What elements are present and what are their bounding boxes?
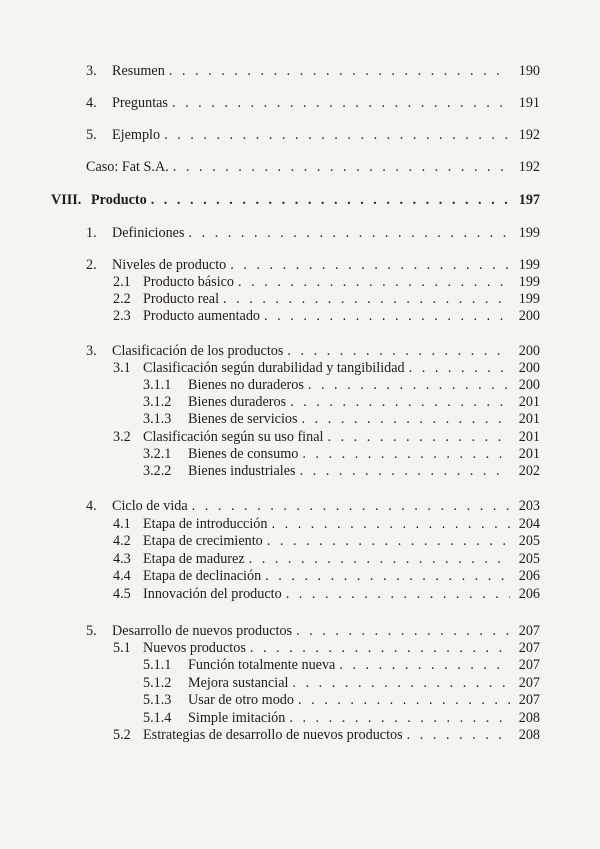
dot-leader <box>272 516 511 533</box>
toc-title: Preguntas <box>112 95 168 111</box>
toc-title: Resumen <box>112 63 165 79</box>
toc-page-number: 205 <box>518 533 540 549</box>
toc-number: 5.1 <box>113 640 131 656</box>
toc-number: 4.4 <box>113 568 131 584</box>
toc-number: 2.3 <box>113 308 131 324</box>
toc-title: Usar de otro modo <box>188 692 294 708</box>
toc-title: Clasificación de los productos <box>112 343 284 359</box>
toc-number: 1. <box>86 225 97 241</box>
toc-title: Mejora sustancial <box>188 675 289 691</box>
toc-title: Etapa de madurez <box>143 551 245 567</box>
toc-page-number: 200 <box>518 343 540 359</box>
toc-number: 4.5 <box>113 586 131 602</box>
toc-subsubentry <box>143 394 540 411</box>
dot-leader <box>230 257 510 274</box>
toc-title: Clasificación según su uso final <box>143 429 324 445</box>
toc-page-number: 207 <box>518 692 540 708</box>
dot-leader <box>300 463 510 480</box>
toc-title: Etapa de crecimiento <box>143 533 263 549</box>
toc-number: 3.1.2 <box>143 394 172 410</box>
dot-leader <box>192 498 510 515</box>
toc-subentry <box>113 308 540 325</box>
toc-subentry <box>113 516 540 533</box>
toc-number: 5.2 <box>113 727 131 743</box>
toc-title: Etapa de introducción <box>143 516 268 532</box>
toc-entry-ejemplo <box>86 127 540 144</box>
dot-leader <box>172 95 510 112</box>
toc-title: Desarrollo de nuevos productos <box>112 623 293 639</box>
dot-leader <box>289 710 510 727</box>
toc-subentry <box>113 568 540 585</box>
toc-page-number: 208 <box>518 710 540 726</box>
toc-entry-definiciones <box>86 225 540 242</box>
toc-title: Bienes no duraderos <box>188 377 304 393</box>
toc-title: Clasificación según durabilidad y tangibilidad <box>143 360 405 376</box>
toc-page-number: 200 <box>518 377 540 393</box>
toc-subentry <box>113 586 540 603</box>
toc-subsubentry <box>143 675 540 692</box>
toc-page-number: 206 <box>518 586 540 602</box>
dot-leader <box>250 640 510 657</box>
toc-title: Niveles de producto <box>112 257 227 273</box>
dot-leader <box>302 411 510 428</box>
toc-subentry <box>113 429 540 446</box>
dot-leader <box>292 675 510 692</box>
toc-title: Bienes de consumo <box>188 446 299 462</box>
toc-entry-resumen <box>86 63 540 80</box>
toc-title: Bienes industriales <box>188 463 296 479</box>
dot-leader <box>290 394 510 411</box>
dot-leader <box>286 586 510 603</box>
toc-page-number: 199 <box>518 274 540 290</box>
toc-page-number: 201 <box>518 394 540 410</box>
toc-subsubentry <box>143 463 540 480</box>
dot-leader <box>223 291 510 308</box>
dot-leader <box>339 657 510 674</box>
toc-number: 5. <box>86 623 97 639</box>
toc-subentry <box>113 274 540 291</box>
toc-page-number: 203 <box>518 498 540 514</box>
toc-number: 5.1.3 <box>143 692 172 708</box>
toc-subentry <box>113 360 540 377</box>
toc-chapter-number: VIII. <box>51 192 82 208</box>
toc-title: Innovación del producto <box>143 586 282 602</box>
toc-number: 5. <box>86 127 97 143</box>
toc-number: 5.1.4 <box>143 710 172 726</box>
toc-page-number: 208 <box>518 727 540 743</box>
toc-page-number: 191 <box>518 95 540 111</box>
toc-page-number: 205 <box>518 551 540 567</box>
toc-title: Bienes duraderos <box>188 394 287 410</box>
dot-leader <box>407 727 510 744</box>
toc-title: Etapa de declinación <box>143 568 262 584</box>
toc-number: 3.1.1 <box>143 377 172 393</box>
toc-page-number: 192 <box>518 127 540 143</box>
toc-page-number: 199 <box>518 291 540 307</box>
toc-number: 3. <box>86 343 97 359</box>
toc-number: 4.3 <box>113 551 131 567</box>
dot-leader <box>265 568 510 585</box>
toc-title: Caso: Fat S.A. <box>86 159 169 175</box>
toc-subsubentry <box>143 710 540 727</box>
dot-leader <box>151 192 510 209</box>
dot-leader <box>267 533 510 550</box>
toc-page-number: 201 <box>518 446 540 462</box>
toc-subsubentry <box>143 446 540 463</box>
toc-subsubentry <box>143 377 540 394</box>
toc-page-number: 199 <box>518 257 540 273</box>
dot-leader <box>287 343 510 360</box>
dot-leader <box>296 623 510 640</box>
toc-title: Producto aumentado <box>143 308 261 324</box>
toc-title: Simple imitación <box>188 710 286 726</box>
toc-title: Nuevos productos <box>143 640 246 656</box>
toc-page-number: 200 <box>518 308 540 324</box>
toc-subsubentry <box>143 692 540 709</box>
toc-subsubentry <box>143 411 540 428</box>
toc-subentry <box>113 291 540 308</box>
toc-page-number: 190 <box>518 63 540 79</box>
dot-leader <box>298 692 510 709</box>
toc-number: 3.2.1 <box>143 446 172 462</box>
toc-page-number: 197 <box>518 192 540 208</box>
toc-page-number: 206 <box>518 568 540 584</box>
dot-leader <box>409 360 510 377</box>
toc-subsubentry <box>143 657 540 674</box>
toc-page-number: 199 <box>518 225 540 241</box>
toc-number: 4.2 <box>113 533 131 549</box>
toc-number: 4. <box>86 498 97 514</box>
toc-chapter-producto <box>51 192 540 209</box>
toc-page-number: 207 <box>518 675 540 691</box>
toc-page-number: 207 <box>518 623 540 639</box>
toc-number: 2.2 <box>113 291 131 307</box>
dot-leader <box>302 446 510 463</box>
toc-number: 3. <box>86 63 97 79</box>
toc-number: 4.1 <box>113 516 131 532</box>
toc-entry-clasificacion <box>86 343 540 360</box>
toc-page-number: 204 <box>518 516 540 532</box>
toc-number: 3.1 <box>113 360 131 376</box>
dot-leader <box>169 63 510 80</box>
toc-title: Estrategias de desarrollo de nuevos productos <box>143 727 403 743</box>
dot-leader <box>264 308 510 325</box>
toc-entry-niveles <box>86 257 540 274</box>
dot-leader <box>327 429 510 446</box>
toc-page-number: 192 <box>518 159 540 175</box>
toc-number: 4. <box>86 95 97 111</box>
dot-leader <box>189 225 511 242</box>
toc-page-number: 201 <box>518 429 540 445</box>
toc-title: Producto real <box>143 291 220 307</box>
toc-chapter-title: Producto <box>91 192 147 208</box>
toc-title: Función totalmente nueva <box>188 657 336 673</box>
toc-number: 3.2 <box>113 429 131 445</box>
dot-leader <box>308 377 510 394</box>
toc-subentry <box>113 533 540 550</box>
toc-entry-preguntas <box>86 95 540 112</box>
toc-title: Definiciones <box>112 225 185 241</box>
toc-number: 5.1.2 <box>143 675 172 691</box>
dot-leader <box>238 274 510 291</box>
toc-page-number: 202 <box>518 463 540 479</box>
toc-title: Bienes de servicios <box>188 411 298 427</box>
toc-subentry <box>113 551 540 568</box>
dot-leader <box>164 127 510 144</box>
dot-leader <box>173 159 510 176</box>
toc-number: 3.2.2 <box>143 463 172 479</box>
toc-subentry <box>113 640 540 657</box>
toc-page-number: 201 <box>518 411 540 427</box>
toc-page-number: 207 <box>518 657 540 673</box>
toc-page-number: 200 <box>518 360 540 376</box>
toc-entry-caso-fat <box>86 159 540 176</box>
toc-number: 5.1.1 <box>143 657 172 673</box>
toc-subentry <box>113 727 540 744</box>
toc-number: 3.1.3 <box>143 411 172 427</box>
toc-title: Ejemplo <box>112 127 161 143</box>
toc-number: 2. <box>86 257 97 273</box>
toc-number: 2.1 <box>113 274 131 290</box>
toc-entry-desarrollo <box>86 623 540 640</box>
dot-leader <box>249 551 510 568</box>
toc-title: Ciclo de vida <box>112 498 188 514</box>
toc-page-number: 207 <box>518 640 540 656</box>
toc-entry-ciclo <box>86 498 540 515</box>
toc-title: Producto básico <box>143 274 235 290</box>
